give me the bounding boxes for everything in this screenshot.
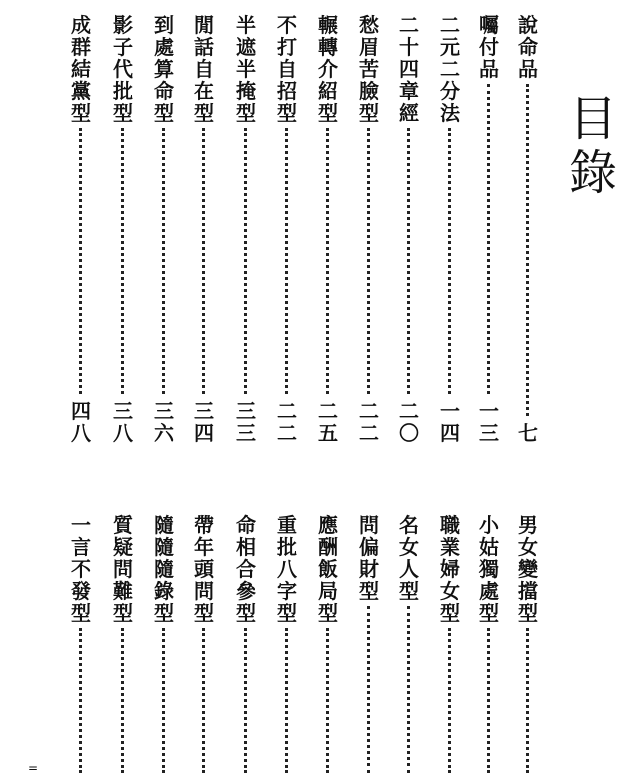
entry-title: 重 批 八 字 型 xyxy=(277,513,297,625)
entry-title: 說 命 品 xyxy=(518,13,538,81)
leader-dots xyxy=(79,128,82,394)
entry-page-number: 二 二 xyxy=(359,399,379,445)
leader-dots xyxy=(487,84,490,394)
toc-bottom-entry xyxy=(151,514,177,624)
toc-top-entry xyxy=(476,13,502,445)
toc-bottom-entry xyxy=(233,514,259,624)
leader-dots xyxy=(202,628,205,773)
leader-dots xyxy=(244,128,247,394)
entry-page-number: 二 五 xyxy=(318,399,338,445)
entry-page-number: 二 二 xyxy=(277,399,297,445)
entry-page-number: 二 〇 xyxy=(399,399,419,445)
toc-top-entry xyxy=(151,13,177,445)
toc-top-entry xyxy=(515,13,541,445)
entry-title: 輾 轉 介 紹 型 xyxy=(318,13,338,125)
toc-bottom-entry xyxy=(315,514,341,624)
entry-title: 質 疑 問 難 型 xyxy=(113,513,133,625)
toc-top-entry xyxy=(274,13,300,445)
entry-title: 小 姑 獨 處 型 xyxy=(479,513,499,625)
toc-bottom-entry xyxy=(68,514,94,624)
entry-title: 帶 年 頭 問 型 xyxy=(194,513,214,625)
leader-dots xyxy=(526,628,529,773)
entry-title: 命 相 合 參 型 xyxy=(236,513,256,625)
toc-top-entry xyxy=(315,13,341,445)
entry-title: 到 處 算 命 型 xyxy=(154,13,174,125)
toc-top-entry xyxy=(68,13,94,445)
toc-top-entry xyxy=(233,13,259,445)
entry-page-number: 三 三 xyxy=(236,399,256,445)
margin-mark: = xyxy=(28,761,39,775)
leader-dots xyxy=(367,128,370,394)
entry-page-number: 三 八 xyxy=(113,399,133,445)
toc-bottom-entry xyxy=(110,514,136,624)
leader-dots xyxy=(448,128,451,394)
toc-bottom-entry xyxy=(396,514,422,602)
toc-top-entry xyxy=(396,13,422,445)
entry-title: 成 群 結 黨 型 xyxy=(71,13,91,125)
entry-title: 二 元 二 分 法 xyxy=(440,13,460,125)
toc-bottom-entry xyxy=(191,514,217,624)
toc-bottom-entry xyxy=(476,514,502,624)
leader-dots xyxy=(326,628,329,773)
toc-bottom-entry xyxy=(356,514,382,602)
leader-dots xyxy=(526,84,529,416)
entry-title: 二 十 四 章 經 xyxy=(399,13,419,125)
toc-bottom-entry xyxy=(274,514,300,624)
toc-bottom-entry xyxy=(515,514,541,624)
leader-dots xyxy=(285,128,288,394)
toc-top-entry xyxy=(356,13,382,445)
leader-dots xyxy=(121,628,124,773)
leader-dots xyxy=(407,128,410,394)
toc-heading: 目 錄 xyxy=(568,91,617,201)
entry-title: 囑 付 品 xyxy=(479,13,499,81)
leader-dots xyxy=(79,628,82,773)
leader-dots xyxy=(367,606,370,773)
toc-top-entry xyxy=(191,13,217,445)
toc-top-entry xyxy=(110,13,136,445)
entry-title: 閒 話 自 在 型 xyxy=(194,13,214,125)
entry-page-number: 三 六 xyxy=(154,399,174,445)
entry-title: 愁 眉 苦 臉 型 xyxy=(359,13,379,125)
entry-title: 隨 隨 隨 錄 型 xyxy=(154,513,174,625)
leader-dots xyxy=(202,128,205,394)
entry-title: 問 偏 財 型 xyxy=(359,513,379,603)
toc-bottom-entry xyxy=(437,514,463,624)
leader-dots xyxy=(244,628,247,773)
leader-dots xyxy=(121,128,124,394)
entry-title: 半 遮 半 掩 型 xyxy=(236,13,256,125)
entry-page-number: 四 八 xyxy=(71,399,91,445)
leader-dots xyxy=(326,128,329,394)
entry-title: 應 酬 飯 局 型 xyxy=(318,513,338,625)
entry-page-number: 一 三 xyxy=(479,399,499,445)
entry-title: 不 打 自 招 型 xyxy=(277,13,297,125)
toc-top-entry xyxy=(437,13,463,445)
leader-dots xyxy=(487,628,490,773)
leader-dots xyxy=(448,628,451,773)
leader-dots xyxy=(162,628,165,773)
entry-title: 男 女 變 擋 型 xyxy=(518,513,538,625)
entry-title: 影 子 代 批 型 xyxy=(113,13,133,125)
entry-title: 職 業 婦 女 型 xyxy=(440,513,460,625)
entry-title: 一 言 不 發 型 xyxy=(71,513,91,625)
entry-title: 名 女 人 型 xyxy=(399,513,419,603)
leader-dots xyxy=(285,628,288,773)
leader-dots xyxy=(162,128,165,394)
leader-dots xyxy=(407,606,410,773)
entry-page-number: 七 xyxy=(518,421,538,445)
entry-page-number: 三 四 xyxy=(194,399,214,445)
entry-page-number: 一 四 xyxy=(440,399,460,445)
